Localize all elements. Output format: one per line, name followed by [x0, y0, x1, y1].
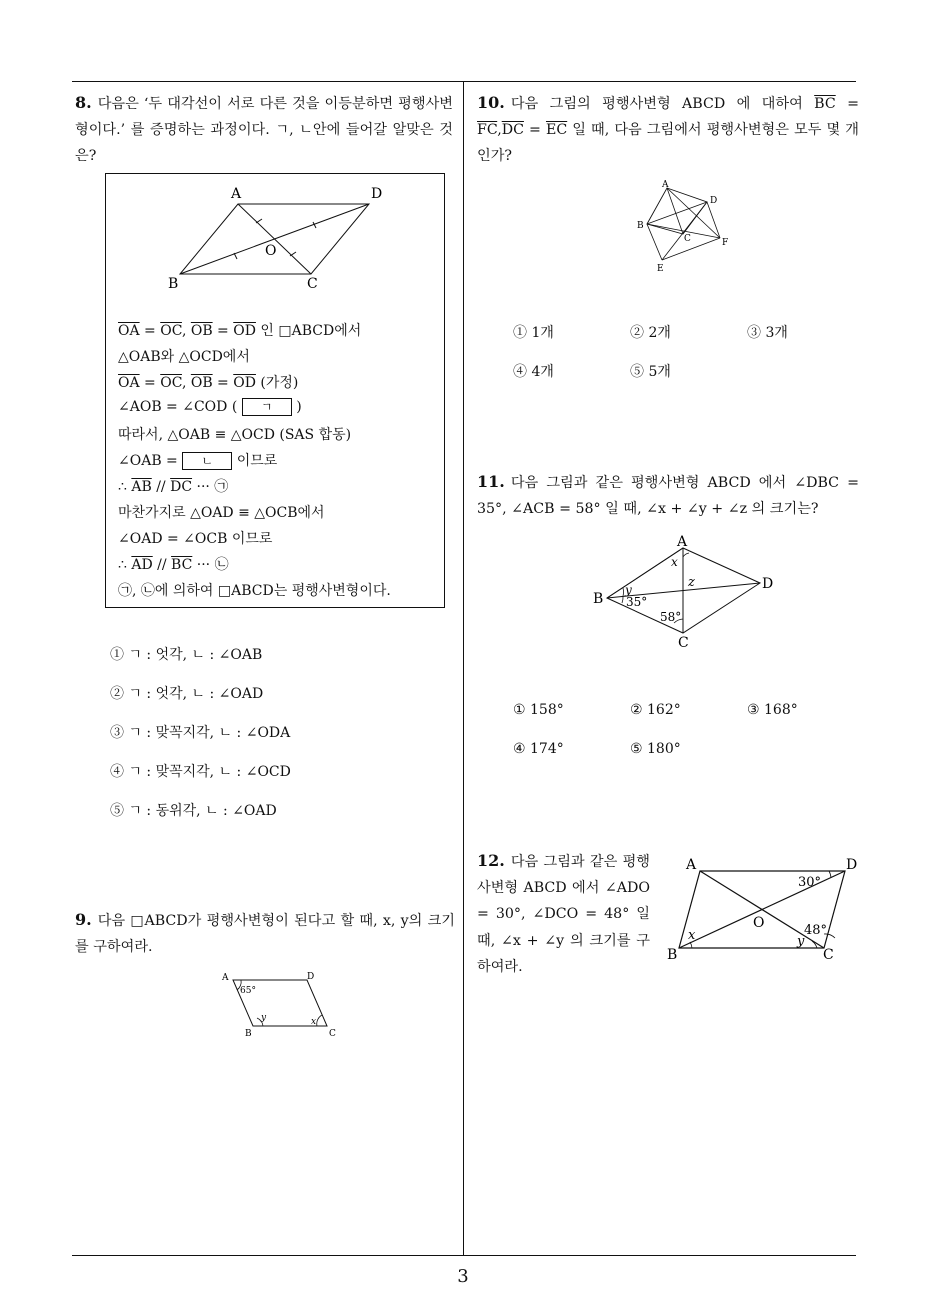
q10-figure [632, 178, 742, 278]
vertex-label-b: B [245, 1029, 252, 1039]
proof-line-3: $\overline{OA} = \overline{OC}$, $\overline{OB} = \overline{OD}$ (가정) [118, 375, 299, 391]
vertex-label-b: B [593, 591, 604, 607]
proof-box [105, 173, 445, 608]
vertex-label-c: C [823, 947, 834, 963]
vertex-label-f: F [722, 238, 729, 248]
proof-line-2: △OAB와 △OCD에서 [118, 349, 250, 365]
q11-figure [590, 533, 790, 653]
vertex-label-a: A [231, 186, 242, 202]
q11-choice-1[interactable]: ① 158° [513, 702, 564, 718]
q9-figure [215, 968, 345, 1038]
vertex-label-d: D [762, 576, 774, 592]
angle-label-y: y [797, 934, 805, 949]
parallelogram-figure [106, 174, 444, 304]
angle-label-48: 48° [804, 923, 828, 938]
q12-figure [664, 853, 858, 968]
proof-line-9: ∠OAD = ∠OCB 이므로 [118, 531, 273, 547]
blank-giyeok: ㄱ [242, 398, 292, 416]
footer-rule [72, 1255, 856, 1256]
q8-choice-5[interactable]: ⑤ ㄱ : 동위각, ㄴ : ∠OAD [110, 803, 277, 819]
question-number: 12. [477, 851, 505, 870]
vertex-label-b: B [637, 221, 644, 231]
vertex-label-b: B [168, 276, 179, 292]
proof-line-8: 마찬가지로 △OAD ≡ △OCB에서 [118, 505, 325, 521]
question-text: 다음 □ABCD가 평행사변형이 된다고 할 때, x, y의 크기를 구하여라. [75, 913, 455, 955]
vertex-label-a: A [677, 534, 688, 550]
vertex-label-c: C [684, 234, 691, 244]
angle-label-y: y [625, 583, 632, 597]
vertex-label-d: D [846, 857, 858, 873]
proof-line-7: ∴ $\overline{AB} // \overline{DC}$ ··· ㉠ [118, 479, 229, 495]
center-label-o: O [753, 915, 765, 931]
vertex-label-d: D [371, 186, 383, 202]
column-divider [463, 81, 464, 1256]
proof-line-11: ㉠, ㉡에 의하여 □ABCD는 평행사변형이다. [118, 583, 391, 599]
q8-choice-3[interactable]: ③ ㄱ : 맞꼭지각, ㄴ : ∠ODA [110, 725, 291, 741]
blank-nieun: ㄴ [182, 452, 232, 470]
q10-choice-4[interactable]: ④ 4개 [513, 364, 554, 380]
vertex-label-c: C [307, 276, 318, 292]
angle-label-30: 30° [798, 875, 822, 890]
proof-line-1: $\overline{OA} = \overline{OC}$, $\overline{OB} = \overline{OD}$ 인 □ABCD에서 [118, 323, 362, 339]
header-rule [72, 81, 856, 82]
q8-choice-2[interactable]: ② ㄱ : 엇각, ㄴ : ∠OAD [110, 686, 264, 702]
angle-label-x: x [671, 555, 678, 569]
vertex-label-c: C [329, 1029, 336, 1039]
q10-choice-1[interactable]: ① 1개 [513, 325, 554, 341]
proof-line-4: ∠AOB = ∠COD ( ㄱ ) [118, 399, 302, 415]
angle-label-z: z [688, 575, 695, 590]
page-number: 3 [457, 1266, 469, 1287]
vertex-label-d: D [710, 196, 718, 206]
angle-label-35: 35° [626, 595, 648, 609]
q11-choice-4[interactable]: ④ 174° [513, 741, 564, 757]
q11-choice-2[interactable]: ② 162° [630, 702, 681, 718]
question-number: 9. [75, 910, 92, 929]
q8-choice-4[interactable]: ④ ㄱ : 맞꼭지각, ㄴ : ∠OCD [110, 764, 291, 780]
angle-label-x: x [311, 1017, 317, 1027]
proof-line-5: 따라서, △OAB ≡ △OCD (SAS 합동) [118, 427, 352, 443]
question-text: 다음 그림과 같은 평행사변형 ABCD 에서 ∠DBC = 35°, ∠ACB = 58° 일 때, ∠x + ∠y + ∠z 의 크기는? [477, 475, 859, 517]
vertex-label-d: D [307, 972, 315, 982]
vertex-label-e: E [657, 264, 664, 274]
question-number: 11. [477, 472, 505, 491]
center-label-o: O [265, 243, 277, 259]
question-9 [75, 907, 455, 960]
proof-line-10: ∴ $\overline{AD} // \overline{BC}$ ··· ㉡ [118, 557, 229, 573]
question-12 [477, 848, 650, 980]
vertex-label-a: A [686, 857, 697, 873]
q8-choice-1[interactable]: ① ㄱ : 엇각, ㄴ : ∠OAB [110, 647, 263, 663]
question-11 [477, 469, 859, 522]
question-10: 10. 다음 그림의 평행사변형 ABCD 에 대하여 $\overline{BC} = \overline{FC},\overline{DC} = \overline{EC}$ 일 때, 다음 그림에서 평행사변형은 모두 몇 개인가? [477, 93, 859, 164]
vertex-label-b: B [667, 947, 678, 963]
q10-choice-2[interactable]: ② 2개 [630, 325, 671, 341]
question-number: 8. [75, 93, 92, 112]
q10-choice-5[interactable]: ⑤ 5개 [630, 364, 671, 380]
proof-line-6: ∠OAB = ㄴ 이므로 [118, 453, 278, 469]
angle-label-y: y [261, 1013, 267, 1023]
vertex-label-c: C [678, 635, 689, 651]
question-8 [75, 90, 453, 169]
question-text: 다음 그림과 같은 평행사변형 ABCD 에서 ∠ADO = 30°, ∠DCO = 48° 일 때, ∠x + ∠y 의 크기를 구하여라. [477, 854, 650, 975]
q10-choice-3[interactable]: ③ 3개 [747, 325, 788, 341]
question-text: 다음은 ‘두 대각선이 서로 다른 것을 이등분하면 평행사변형이다.’ 를 증명하는 과정이다. ㄱ, ㄴ안에 들어갈 알맞은 것은? [75, 96, 453, 164]
vertex-label-a: A [662, 180, 669, 190]
q11-choice-5[interactable]: ⑤ 180° [630, 741, 681, 757]
angle-label-65: 65° [240, 986, 256, 996]
angle-label-x: x [688, 928, 696, 943]
question-number: 10. [477, 93, 505, 112]
angle-label-58: 58° [660, 610, 682, 624]
vertex-label-a: A [222, 973, 229, 983]
q11-choice-3[interactable]: ③ 168° [747, 702, 798, 718]
